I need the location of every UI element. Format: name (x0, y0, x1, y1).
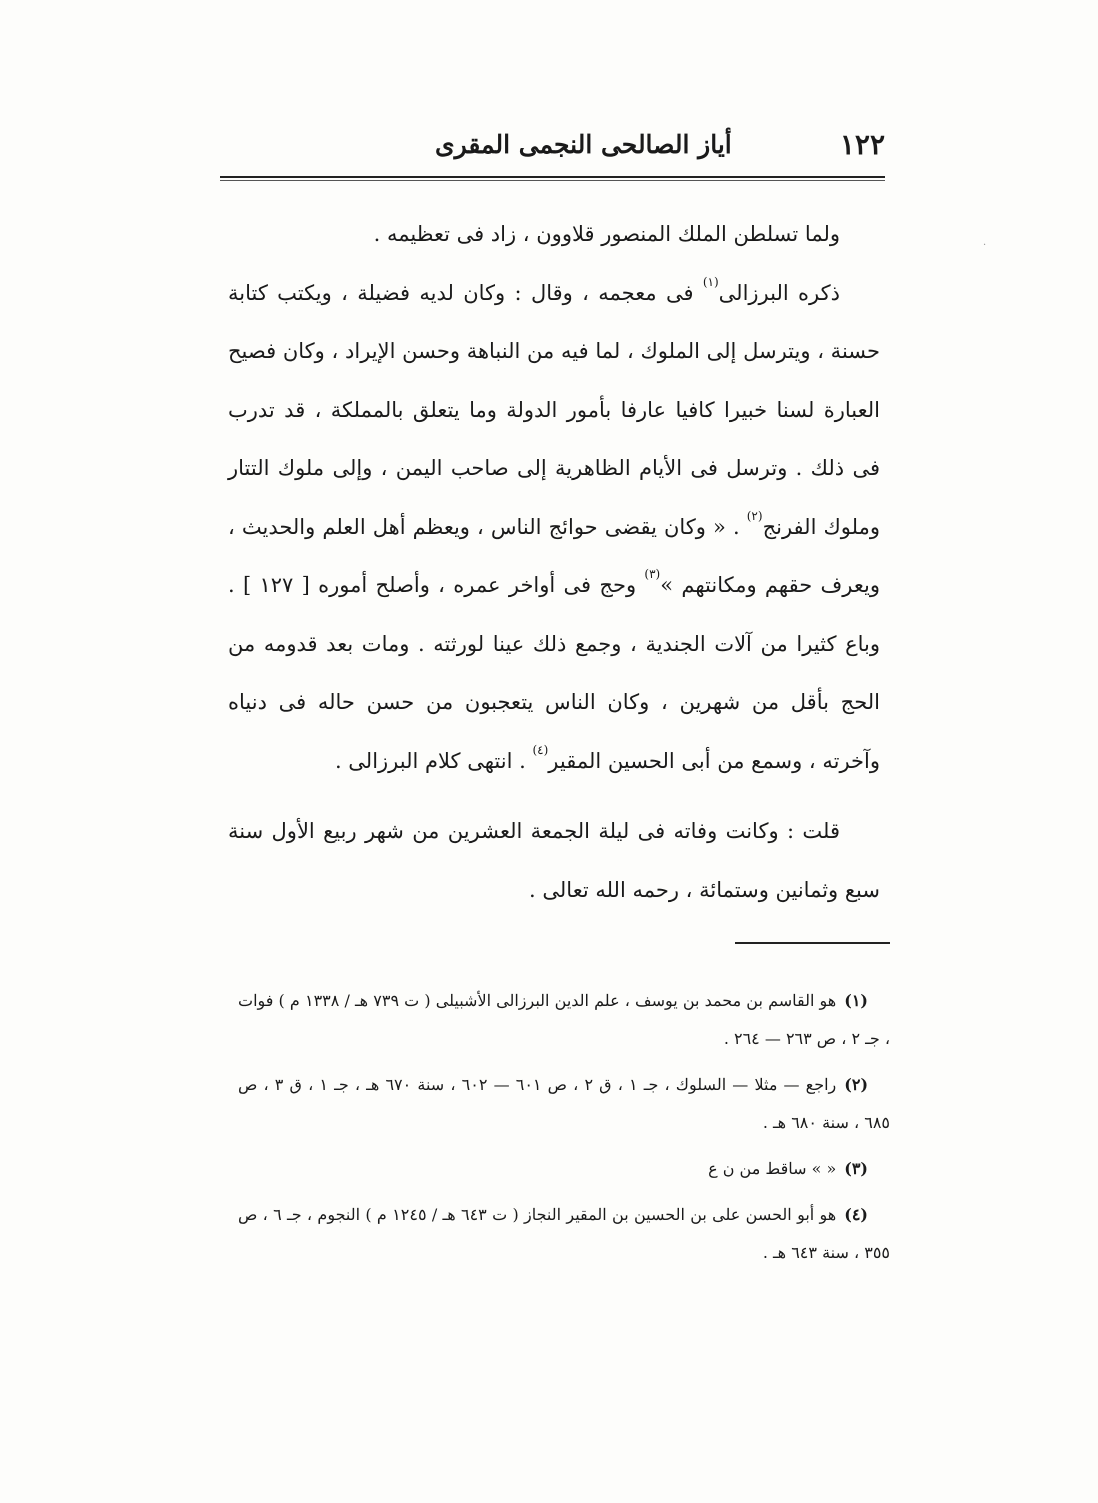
footnote-text: « » ساقط من ن ع (708, 1159, 837, 1178)
main-text (228, 205, 880, 919)
paragraph-3: قلت : وكانت وفاته فى ليلة الجمعة العشرين من شهر ربيع الأول سنة سبع وثمانين وستمائة ، رحمه الله تعالى . (228, 819, 880, 902)
footnote-separator (735, 942, 890, 944)
footnote-ref-4: (٤) (532, 742, 549, 757)
footnote-number: (٢) (844, 1075, 869, 1094)
paragraph-2-part-2: فى معجمه ، وقال : وكان لديه فضيلة ، ويكتب كتابة حسنة ، ويترسل إلى الملوك ، لما فيه من النباهة وحسن الإيراد ، وكان فصيح العبارة لسنا خبيرا كافيا عارفا بأمور الدولة وما يتعلق بالمملكة ، قد تدرب فى ذلك . وترسل فى الأيام الظاهرية إلى صاحب اليمن ، وإلى ملوك التتار وملوك الفرنج (228, 280, 880, 539)
footnote-ref-2: (٢) (746, 508, 763, 523)
paragraph-1: ولما تسلطن الملك المنصور قلاوون ، زاد فى تعظيمه . (373, 222, 840, 246)
paragraph-2-part-5: . انتهى كلام البرزالى . (334, 748, 533, 773)
footnote-text: هو القاسم بن محمد بن يوسف ، علم الدين البرزالى الأشبيلى ( ت ٧٣٩ هـ / ١٣٣٨ م ) فوات ، جـ ٢ ، ص ٢٦٣ — ٢٦٤ . (238, 991, 890, 1048)
header-rule (220, 176, 885, 178)
footnote-1 (238, 982, 890, 1058)
footnote-number: (١) (844, 991, 868, 1010)
page-number: ١٢٢ (839, 128, 885, 161)
footnote-number: (٣) (844, 1159, 868, 1178)
paragraph-2-part-1: ذكره البرزالى (718, 280, 840, 305)
footnote-4 (238, 1196, 890, 1272)
page-header (220, 128, 885, 168)
footnote-number: (٤) (844, 1205, 868, 1224)
footnote-text: هو أبو الحسن على بن الحسين بن المقير النجاز ( ت ٦٤٣ هـ / ١٢٤٥ م ) النجوم ، جـ ٦ ، ص ٣٥٥ ، سنة ٦٤٣ هـ . (238, 1205, 890, 1262)
footnotes (238, 982, 890, 1280)
paragraph-2-part-3: . « وكان يقضى حوائج الناس ، ويعظم أهل العلم والحديث ، ويعرف حقهم ومكانتهم » (228, 514, 880, 597)
footnote-text: راجع — مثلا — السلوك ، جـ ١ ، ق ٢ ، ص ٦٠١ — ٦٠٢ ، سنة ٦٧٠ هـ ، جـ ١ ، ق ٣ ، ص ٦٨٥ ، سنة ٦٨٠ هـ . (238, 1075, 890, 1132)
paragraph-2 (228, 264, 880, 791)
scan-speck: · (983, 240, 987, 251)
header-rule-thin (220, 180, 885, 181)
running-title: أياز الصالحى النجمى المقرى (435, 130, 732, 159)
footnote-2 (238, 1066, 890, 1142)
footnote-ref-1: (١) (702, 274, 719, 289)
footnote-3 (238, 1150, 890, 1188)
paragraph-2-part-4: وحج فى أواخر عمره ، وأصلح أموره [ ١٢٧ ] . وباع كثيرا من آلات الجندية ، وجمع ذلك عينا لورثته . ومات بعد قدومه من الحج بأقل من شهرين ، وكان الناس يتعجبون من حسن حاله فى دنياه وآخرته ، وسمع من أبى الحسين المقير (228, 573, 880, 773)
footnote-ref-3: (٣) (644, 567, 661, 581)
